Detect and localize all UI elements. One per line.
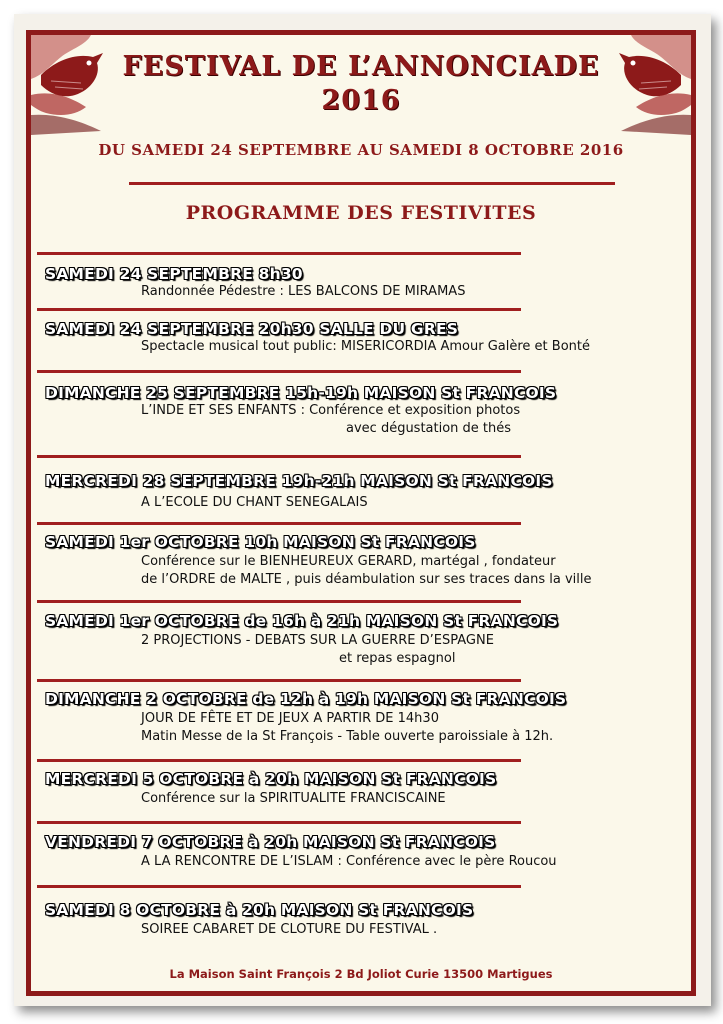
event-item [45, 265, 683, 301]
programme-heading: PROGRAMME DES FESTIVITES [185, 202, 537, 224]
event-description: 2 PROJECTIONS - DEBATS SUR LA GUERRE D’ESPAGNE [141, 633, 494, 648]
event-heading: SAMEDI 24 SEPTEMBRE 8h30 [45, 265, 303, 283]
event-description: L’INDE ET SES ENFANTS : Conférence et exposition photos [141, 403, 521, 418]
event-heading: SAMEDI 24 SEPTEMBRE 20h30 SALLE DU GRES [45, 320, 459, 338]
event-item [45, 770, 683, 808]
event-item [45, 384, 683, 438]
event-description: de l’ORDRE de MALTE , puis déambulation sur ses traces dans la ville [141, 572, 592, 587]
date-range: DU SAMEDI 24 SEPTEMBRE AU SAMEDI 8 OCTOBRE 2016 [98, 141, 624, 159]
event-item [45, 690, 683, 746]
event-description: avec dégustation de thés [346, 421, 512, 436]
event-item [45, 612, 683, 668]
event-description: Conférence sur le BIENHEUREUX GERARD, martégal , fondateur [141, 554, 556, 569]
divider [37, 252, 521, 255]
divider [37, 522, 521, 525]
event-item [45, 320, 683, 356]
divider [37, 679, 521, 682]
divider [37, 370, 521, 373]
divider [37, 885, 521, 888]
event-heading: DIMANCHE 2 OCTOBRE de 12h à 19h MAISON St FRANCOIS [45, 690, 567, 708]
festival-title: FESTIVAL DE L’ANNONCIADE [122, 51, 600, 82]
event-item [45, 472, 683, 512]
venue-address: La Maison Saint François 2 Bd Joliot Curie 13500 Martigues [169, 967, 553, 981]
divider [37, 600, 521, 603]
divider [37, 308, 521, 311]
festival-poster [26, 30, 696, 996]
divider [37, 759, 521, 762]
event-heading: SAMEDI 1er OCTOBRE de 16h à 21h MAISON St FRANCOIS [45, 612, 559, 630]
divider [37, 821, 521, 824]
event-description: A LA RENCONTRE DE L’ISLAM : Conférence avec le père Roucou [141, 854, 557, 869]
event-description: Randonnée Pédestre : LES BALCONS DE MIRAMAS [141, 284, 466, 299]
event-item [45, 833, 683, 871]
divider [129, 182, 615, 185]
event-description: JOUR DE FÊTE ET DE JEUX A PARTIR DE 14h30 [141, 711, 439, 726]
event-heading: SAMEDI 1er OCTOBRE 10h MAISON St FRANCOIS [45, 533, 476, 551]
event-heading: MERCREDI 5 OCTOBRE à 20h MAISON St FRANCOIS [45, 770, 497, 788]
event-description: et repas espagnol [339, 651, 456, 666]
event-heading: VENDREDI 7 OCTOBRE à 20h MAISON St FRANCOIS [45, 833, 496, 851]
event-item [45, 533, 683, 589]
event-description: SOIREE CABARET DE CLOTURE DU FESTIVAL . [141, 922, 438, 937]
event-description: Spectacle musical tout public: MISERICORDIA Amour Galère et Bonté [141, 339, 590, 354]
event-description: A L’ECOLE DU CHANT SENEGALAIS [141, 495, 368, 510]
event-heading: SAMEDI 8 OCTOBRE à 20h MAISON St FRANCOIS [45, 901, 474, 919]
event-item [45, 901, 683, 939]
event-heading: DIMANCHE 25 SEPTEMBRE 15h-19h MAISON St FRANCOIS [45, 384, 557, 402]
event-description: Matin Messe de la St François - Table ouverte paroissiale à 12h. [141, 729, 554, 744]
event-description: Conférence sur la SPIRITUALITE FRANCISCAINE [141, 791, 446, 806]
festival-year: 2016 [321, 85, 401, 116]
event-heading: MERCREDI 28 SEPTEMBRE 19h-21h MAISON St FRANCOIS [45, 472, 553, 490]
divider [37, 455, 521, 458]
